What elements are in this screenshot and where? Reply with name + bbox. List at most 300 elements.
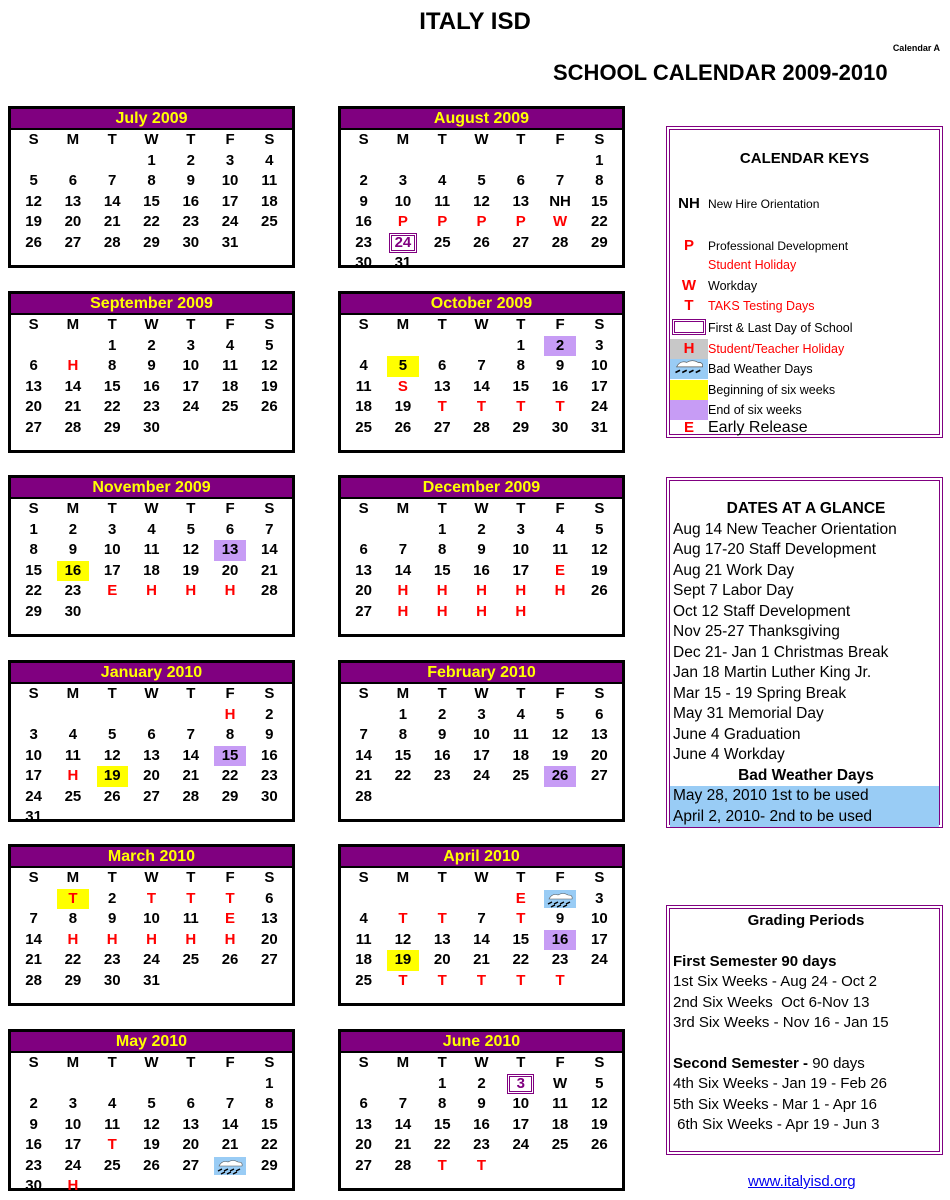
day-cell: H	[554, 582, 566, 599]
day-cell: 1	[438, 520, 447, 538]
day-cell: 17	[103, 561, 121, 579]
empty-cell	[383, 151, 422, 172]
weekday-header: T	[186, 869, 196, 886]
month-calendar	[8, 475, 295, 637]
weekday-header: S	[358, 869, 369, 886]
day-cell: 10	[591, 910, 608, 927]
weekday-header: M	[66, 500, 80, 517]
month-title: December 2009	[341, 478, 622, 499]
day-cell: 29	[25, 602, 42, 620]
weekday-header: S	[358, 500, 369, 517]
empty-cell	[14, 1074, 53, 1095]
day-cell: 21	[261, 561, 278, 579]
weekday-header: T	[516, 1054, 526, 1071]
weekday-header: F	[225, 131, 235, 148]
day-cell: 2	[29, 1095, 38, 1112]
day-cell: 11	[552, 1095, 568, 1112]
calendar-key-label: New Hire Orientation	[708, 197, 820, 211]
empty-cell	[501, 253, 540, 274]
day-cell: T	[555, 398, 565, 415]
day-cell: 6	[186, 1095, 195, 1112]
day-cell: 27	[355, 1156, 372, 1174]
empty-cell	[93, 151, 132, 172]
date-item: Jan 18 Martin Luther King Jr.	[673, 664, 872, 681]
empty-cell	[132, 1074, 171, 1095]
empty-cell	[580, 971, 619, 992]
day-cell: 25	[433, 233, 451, 251]
weekday-header: W	[474, 685, 489, 702]
day-cell: 29	[64, 971, 82, 989]
day-cell: 20	[591, 746, 608, 764]
day-cell: 23	[433, 767, 451, 784]
day-cell: 30	[261, 787, 278, 805]
empty-cell	[14, 336, 53, 357]
weekday-header: T	[516, 869, 526, 886]
day-cell: 15	[433, 1115, 451, 1133]
day-cell: 30	[143, 418, 160, 436]
empty-cell	[171, 1074, 210, 1095]
day-cell: 26	[591, 582, 608, 599]
t-symbol-icon: T	[684, 297, 694, 314]
day-cell: 21	[221, 1136, 239, 1153]
day-cell: T	[398, 910, 408, 927]
day-cell: 5	[147, 1095, 156, 1112]
calendar-key-label: Bad Weather Days	[708, 362, 813, 376]
day-cell: H	[67, 357, 79, 374]
day-cell: 23	[143, 398, 160, 415]
weekday-header: M	[66, 869, 80, 886]
month-calendar	[8, 106, 295, 268]
district-title: ITALY ISD	[419, 8, 531, 35]
month-grid	[11, 1053, 292, 1197]
date-item: Oct 12 Staff Development	[673, 602, 851, 620]
day-cell: 24	[473, 767, 490, 784]
weekday-header: F	[225, 500, 235, 517]
empty-cell	[250, 1176, 289, 1197]
empty-cell	[53, 807, 92, 828]
day-cell: 28	[64, 418, 82, 436]
day-cell: T	[437, 910, 447, 927]
weekday-header: S	[28, 316, 39, 333]
day-cell: P	[476, 213, 487, 230]
day-cell: 31	[591, 418, 608, 436]
empty-cell	[580, 787, 619, 808]
day-cell: 20	[261, 930, 278, 948]
grading-period-item: 2nd Six Weeks Oct 6-Nov 13	[673, 993, 870, 1011]
weekday-header: W	[144, 131, 159, 148]
day-cell: 16	[473, 561, 490, 579]
day-cell: T	[437, 971, 447, 989]
day-cell: 27	[64, 233, 82, 251]
day-cell: 10	[182, 357, 200, 374]
day-cell: 6	[265, 889, 274, 907]
weekday-header: M	[396, 1054, 410, 1071]
day-cell: 4	[438, 172, 447, 189]
day-cell: 19	[387, 950, 418, 971]
weekday-header: W	[474, 1054, 489, 1071]
day-cell: 8	[438, 541, 447, 558]
day-cell: H	[106, 930, 118, 948]
day-cell: 13	[143, 746, 160, 764]
day-cell: 3	[225, 151, 235, 169]
day-cell: 26	[591, 1136, 608, 1153]
empty-cell	[132, 807, 171, 828]
day-cell: 26	[143, 1156, 160, 1174]
day-cell: H	[436, 582, 448, 599]
day-cell: 25	[182, 951, 200, 968]
month-grid	[11, 499, 292, 622]
month-title: August 2009	[341, 109, 622, 130]
day-cell: 11	[434, 192, 451, 210]
day-cell: 12	[591, 541, 608, 558]
day-cell: 14	[394, 1115, 412, 1133]
day-cell: 11	[64, 746, 81, 764]
calendar-key-item	[670, 318, 853, 338]
date-item: Sept 7 Labor Day	[673, 582, 794, 599]
day-cell: 11	[552, 541, 568, 558]
day-cell: 23	[355, 233, 372, 251]
date-item: Aug 17-20 Staff Development	[673, 541, 877, 558]
day-cell: 10	[64, 1115, 82, 1133]
empty-cell	[540, 602, 579, 623]
weekday-header: F	[555, 1054, 565, 1071]
day-cell: 12	[261, 357, 278, 374]
day-cell: 19	[591, 1115, 608, 1133]
empty-cell	[132, 1176, 171, 1197]
day-cell: E	[515, 889, 526, 907]
weekday-header: S	[594, 316, 605, 333]
day-cell: 16	[355, 213, 372, 230]
day-cell: 10	[394, 192, 412, 210]
day-cell: 19	[182, 561, 200, 579]
day-cell: 11	[143, 541, 160, 558]
day-cell: 3	[186, 336, 195, 354]
weekday-header: W	[144, 316, 159, 333]
day-cell: 10	[143, 910, 160, 927]
day-cell: 2	[108, 889, 117, 907]
day-cell: 25	[512, 767, 530, 784]
day-cell: 14	[25, 930, 42, 948]
day-cell: 7	[555, 172, 565, 189]
second-semester-days: 90 days	[812, 1054, 865, 1072]
weekday-header: F	[225, 316, 235, 333]
day-cell: 20	[64, 213, 82, 230]
weekday-header: S	[594, 131, 605, 148]
weekday-header: T	[107, 500, 117, 517]
day-cell: 3	[68, 1095, 78, 1112]
rain-cloud-icon	[546, 892, 574, 908]
grading-periods-box	[666, 905, 943, 1155]
day-cell: 22	[394, 767, 412, 784]
day-cell: H	[146, 582, 157, 599]
day-cell: 15	[591, 192, 608, 210]
website-link[interactable]: www.italyisd.org	[748, 1173, 856, 1190]
day-cell: 12	[143, 1115, 160, 1133]
day-cell: S	[397, 377, 408, 395]
day-cell: 30	[103, 971, 121, 989]
rain-cloud-icon	[216, 1159, 244, 1175]
day-cell: E	[107, 582, 118, 599]
day-cell: 23	[261, 767, 278, 784]
day-cell: 15	[261, 1115, 278, 1133]
dates-at-a-glance-box	[666, 477, 943, 828]
day-cell: H	[185, 930, 197, 948]
day-cell: 24	[512, 1136, 530, 1153]
empty-cell	[501, 787, 540, 808]
weekday-header: W	[144, 1054, 159, 1071]
month-title: October 2009	[341, 294, 622, 315]
day-cell: H	[185, 582, 197, 599]
day-cell: 11	[182, 910, 199, 927]
empty-cell	[210, 971, 249, 992]
weekday-header: M	[66, 1054, 80, 1071]
day-cell: 21	[103, 213, 121, 230]
empty-cell	[423, 151, 462, 172]
weekday-header: S	[28, 1054, 39, 1071]
day-cell: 8	[516, 357, 525, 374]
day-cell: 15	[143, 192, 160, 210]
empty-cell	[250, 807, 289, 828]
day-cell: 31	[143, 971, 160, 989]
day-cell: 13	[25, 377, 42, 395]
day-cell: 19	[97, 766, 128, 787]
day-cell: P	[515, 213, 526, 230]
date-item: Aug 14 New Teacher Orientation	[673, 520, 897, 538]
day-cell: 5	[595, 520, 604, 538]
month-calendar	[8, 1029, 295, 1194]
day-cell: 10	[25, 746, 42, 764]
day-cell: 7	[186, 726, 195, 743]
day-cell: 8	[595, 172, 604, 189]
day-cell: 27	[261, 951, 278, 968]
weekday-header: F	[555, 685, 565, 702]
day-cell: 25	[261, 213, 278, 230]
day-cell: 30	[182, 233, 200, 251]
empty-cell	[171, 705, 210, 726]
day-cell: 20	[355, 1136, 372, 1153]
weekday-header: S	[264, 500, 275, 517]
day-cell: 23	[64, 582, 82, 599]
day-cell: 18	[355, 398, 372, 415]
day-cell: 7	[398, 1095, 408, 1112]
day-cell: 22	[433, 1136, 451, 1153]
date-item: June 4 Workday	[673, 746, 785, 763]
day-cell: 4	[265, 151, 274, 169]
day-cell: 18	[143, 561, 160, 579]
month-title: March 2010	[11, 847, 292, 868]
empty-cell	[383, 787, 422, 808]
day-cell: T	[476, 1156, 487, 1174]
day-cell: 9	[359, 192, 368, 210]
day-cell: T	[555, 971, 565, 989]
empty-cell	[383, 1074, 422, 1095]
day-cell: 25	[103, 1156, 121, 1174]
day-cell: 20	[143, 767, 160, 784]
weekday-header: W	[474, 316, 489, 333]
day-cell: 2	[544, 336, 575, 357]
weekday-header: T	[437, 1054, 447, 1071]
day-cell: H	[224, 930, 236, 948]
month-title: January 2010	[11, 663, 292, 684]
weekday-header: T	[186, 685, 196, 702]
day-cell: T	[516, 910, 526, 927]
day-cell: W	[552, 213, 568, 230]
day-cell: 11	[355, 377, 372, 395]
month-grid	[341, 499, 622, 622]
grading-period-item: 5th Six Weeks - Mar 1 - Apr 16	[673, 1095, 877, 1113]
month-calendar	[8, 844, 295, 1006]
day-cell: 13	[355, 561, 372, 579]
weekday-header: S	[594, 500, 605, 517]
month-title: May 2010	[11, 1032, 292, 1053]
day-cell: 21	[394, 1136, 412, 1153]
day-cell: 15	[394, 746, 412, 764]
day-cell: 4	[555, 520, 565, 538]
day-cell: 14	[261, 541, 278, 558]
first-last-day-icon	[670, 318, 708, 338]
calendar-key-label: Workday	[708, 279, 758, 293]
day-cell: 12	[591, 1095, 608, 1112]
day-cell: H	[146, 930, 157, 948]
day-cell: 20	[221, 561, 239, 579]
day-cell: 8	[29, 541, 38, 558]
day-cell: 8	[225, 726, 235, 743]
empty-cell	[540, 1156, 579, 1177]
day-cell: 8	[147, 172, 156, 189]
second-semester-heading	[673, 1054, 939, 1075]
calendar-key-label: TAKS Testing Days	[708, 299, 815, 313]
calendar-key-item	[670, 194, 819, 214]
day-cell: T	[516, 398, 526, 415]
weekday-header: T	[186, 500, 196, 517]
day-cell: 15	[103, 377, 121, 395]
empty-cell	[171, 807, 210, 828]
day-cell: 9	[438, 726, 447, 743]
empty-cell	[462, 151, 501, 172]
empty-cell	[53, 1074, 92, 1095]
month-grid	[341, 868, 622, 991]
day-cell: 3	[595, 889, 604, 907]
day-cell: 22	[103, 398, 121, 415]
empty-cell	[423, 336, 462, 357]
empty-cell	[462, 336, 501, 357]
weekday-header: S	[358, 316, 369, 333]
day-cell: 22	[221, 767, 239, 784]
weekday-header: M	[66, 316, 80, 333]
day-cell: 13	[433, 930, 451, 948]
weekday-header: S	[264, 869, 275, 886]
day-cell: 2	[477, 520, 486, 538]
date-item: Aug 21 Work Day	[673, 561, 795, 579]
day-cell: 21	[473, 951, 490, 968]
day-cell: 29	[143, 233, 160, 251]
day-cell: 22	[261, 1136, 278, 1153]
day-cell: H	[224, 705, 236, 723]
day-cell: 17	[221, 192, 239, 210]
weekday-header: S	[28, 685, 39, 702]
empty-cell	[540, 151, 579, 172]
day-cell: 24	[143, 951, 160, 968]
day-cell: H	[436, 602, 448, 620]
day-cell: 4	[359, 357, 368, 374]
empty-cell	[171, 1176, 210, 1197]
day-cell: 17	[591, 930, 608, 948]
day-cell: 26	[473, 233, 490, 251]
empty-cell	[250, 418, 289, 439]
empty-cell	[383, 520, 422, 541]
day-cell: 13	[512, 192, 530, 210]
day-cell: 30	[355, 254, 372, 271]
day-cell: T	[476, 971, 487, 989]
day-cell: 14	[355, 746, 372, 764]
day-cell: 2	[438, 705, 447, 723]
month-grid	[341, 315, 622, 438]
day-cell: 19	[261, 377, 278, 395]
weekday-header: T	[107, 316, 117, 333]
day-cell: 23	[182, 213, 200, 230]
day-cell: H	[397, 582, 409, 599]
weekday-header: M	[66, 131, 80, 148]
grading-period-item: 1st Six Weeks - Aug 24 - Oct 2	[673, 973, 877, 990]
day-cell: 3	[108, 520, 117, 538]
day-cell: 5	[477, 172, 486, 189]
day-cell: 13	[261, 910, 278, 927]
empty-cell	[171, 971, 210, 992]
day-cell: 27	[182, 1156, 200, 1174]
month-calendar	[338, 475, 625, 637]
month-title: April 2010	[341, 847, 622, 868]
date-item: June 4 Graduation	[673, 725, 801, 743]
empty-cell	[14, 705, 53, 726]
day-cell: 5	[186, 520, 195, 538]
weekday-header: S	[264, 316, 275, 333]
calendar-key-label: Student Holiday	[708, 258, 797, 272]
day-cell: 7	[359, 726, 368, 743]
empty-cell	[171, 418, 210, 439]
day-cell: T	[398, 971, 408, 989]
day-cell: 2	[186, 151, 195, 169]
day-cell: H	[397, 602, 409, 620]
day-cell: 13	[182, 1115, 200, 1133]
calendar-key-item	[670, 339, 844, 359]
day-cell: H	[476, 602, 487, 620]
month-grid	[341, 1053, 622, 1176]
month-calendar	[8, 291, 295, 453]
day-cell: 8	[108, 357, 117, 374]
beginning-swatch-icon	[670, 380, 708, 400]
day-cell: 11	[222, 357, 238, 374]
day-cell: 6	[68, 172, 78, 189]
day-cell: NH	[549, 192, 571, 210]
day-cell: 14	[473, 377, 490, 395]
day-cell: 26	[103, 787, 121, 805]
day-cell: 19	[394, 398, 412, 415]
day-cell: 9	[555, 357, 565, 374]
day-cell: 4	[225, 336, 235, 354]
day-cell: 29	[261, 1156, 278, 1174]
weekday-header: M	[396, 316, 410, 333]
day-cell: 9	[265, 726, 274, 743]
calendar-key-item	[670, 236, 848, 256]
weekday-header: T	[437, 869, 447, 886]
day-cell: 10	[473, 726, 490, 743]
calendar-key-item	[670, 276, 757, 296]
day-cell: T	[516, 971, 526, 989]
day-cell: 20	[433, 951, 451, 968]
day-cell: 1	[265, 1074, 274, 1092]
weekday-header: S	[358, 685, 369, 702]
calendar-key-item	[670, 380, 835, 400]
